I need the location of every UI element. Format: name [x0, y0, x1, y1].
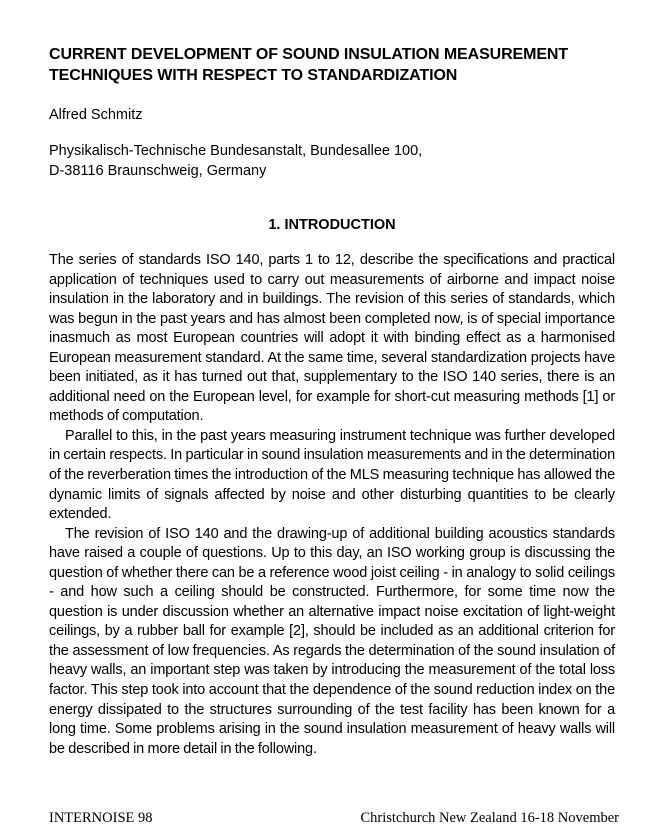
paragraph: The series of standards ISO 140, parts 1 to 12, describe the specifications and practical application of techniques used to carry out measurements of airborne and impact noise insulation in the laboratory and in buildings. The revision of this series of standards, which was begun in the past years and has almost been completed now, is of special importance inasmuch as most European countries will adopt it with binding effect as a harmonised European measurement standard. At the same time, several standardization projects have been initiated, as it has turned out that, supplementary to the ISO 140 series, there is an additional need on the European level, for example for short-cut measuring methods [1] or methods of computation. — [49, 252, 615, 425]
paper-title: CURRENT DEVELOPMENT OF SOUND INSULATION MEASUREMENT TECHNIQUES WITH RESPECT TO STANDARDIZATION — [49, 46, 569, 84]
page-footer — [49, 808, 619, 828]
section-heading: 1. INTRODUCTION — [268, 217, 396, 233]
footer-conference: INTERNOISE 98 — [49, 810, 153, 826]
author-name: Alfred Schmitz — [49, 107, 143, 123]
paragraph: Parallel to this, in the past years measuring instrument technique was further developed in certain respects. In particular in sound insulation measurements and in the determination of the reverberation times the introduction of the MLS measuring technique has allowed the dynamic limits of signals affected by noise and other disturbing quantities to be clearly extended. — [49, 427, 615, 523]
author-affiliation — [49, 142, 422, 181]
affiliation-line-1: Physikalisch-Technische Bundesanstalt, Bundesallee 100, — [49, 143, 423, 159]
paragraph: The revision of ISO 140 and the drawing-up of additional building acoustics standards have raised a couple of questions. Up to this day, an ISO working group is discussing the question of whether there can be a reference wood joist ceiling - in analogy to solid ceilings - and how such a ceiling should be constructed. Furthermore, for some time now the question is under discussion whether an alternative impact noise excitation of light-weight ceilings, by a rubber ball for example [2], should be included as an additional criterion for the assessment of low frequencies. As regards the determination of the sound insulation of heavy walls, an important step was taken by introducing the measurement of the total loss factor. This step took into account that the dependence of the sound reduction index on the energy dissipated to the structures surrounding of the test facility has been known for a long time. Some problems arising in the sound insulation measurement of heavy walls will be described in more detail in the following. — [49, 525, 615, 757]
affiliation-line-2: D-38116 Braunschweig, Germany — [49, 162, 267, 179]
section-body — [49, 251, 615, 759]
footer-location-date: Christchurch New Zealand 16-18 November — [360, 810, 619, 826]
